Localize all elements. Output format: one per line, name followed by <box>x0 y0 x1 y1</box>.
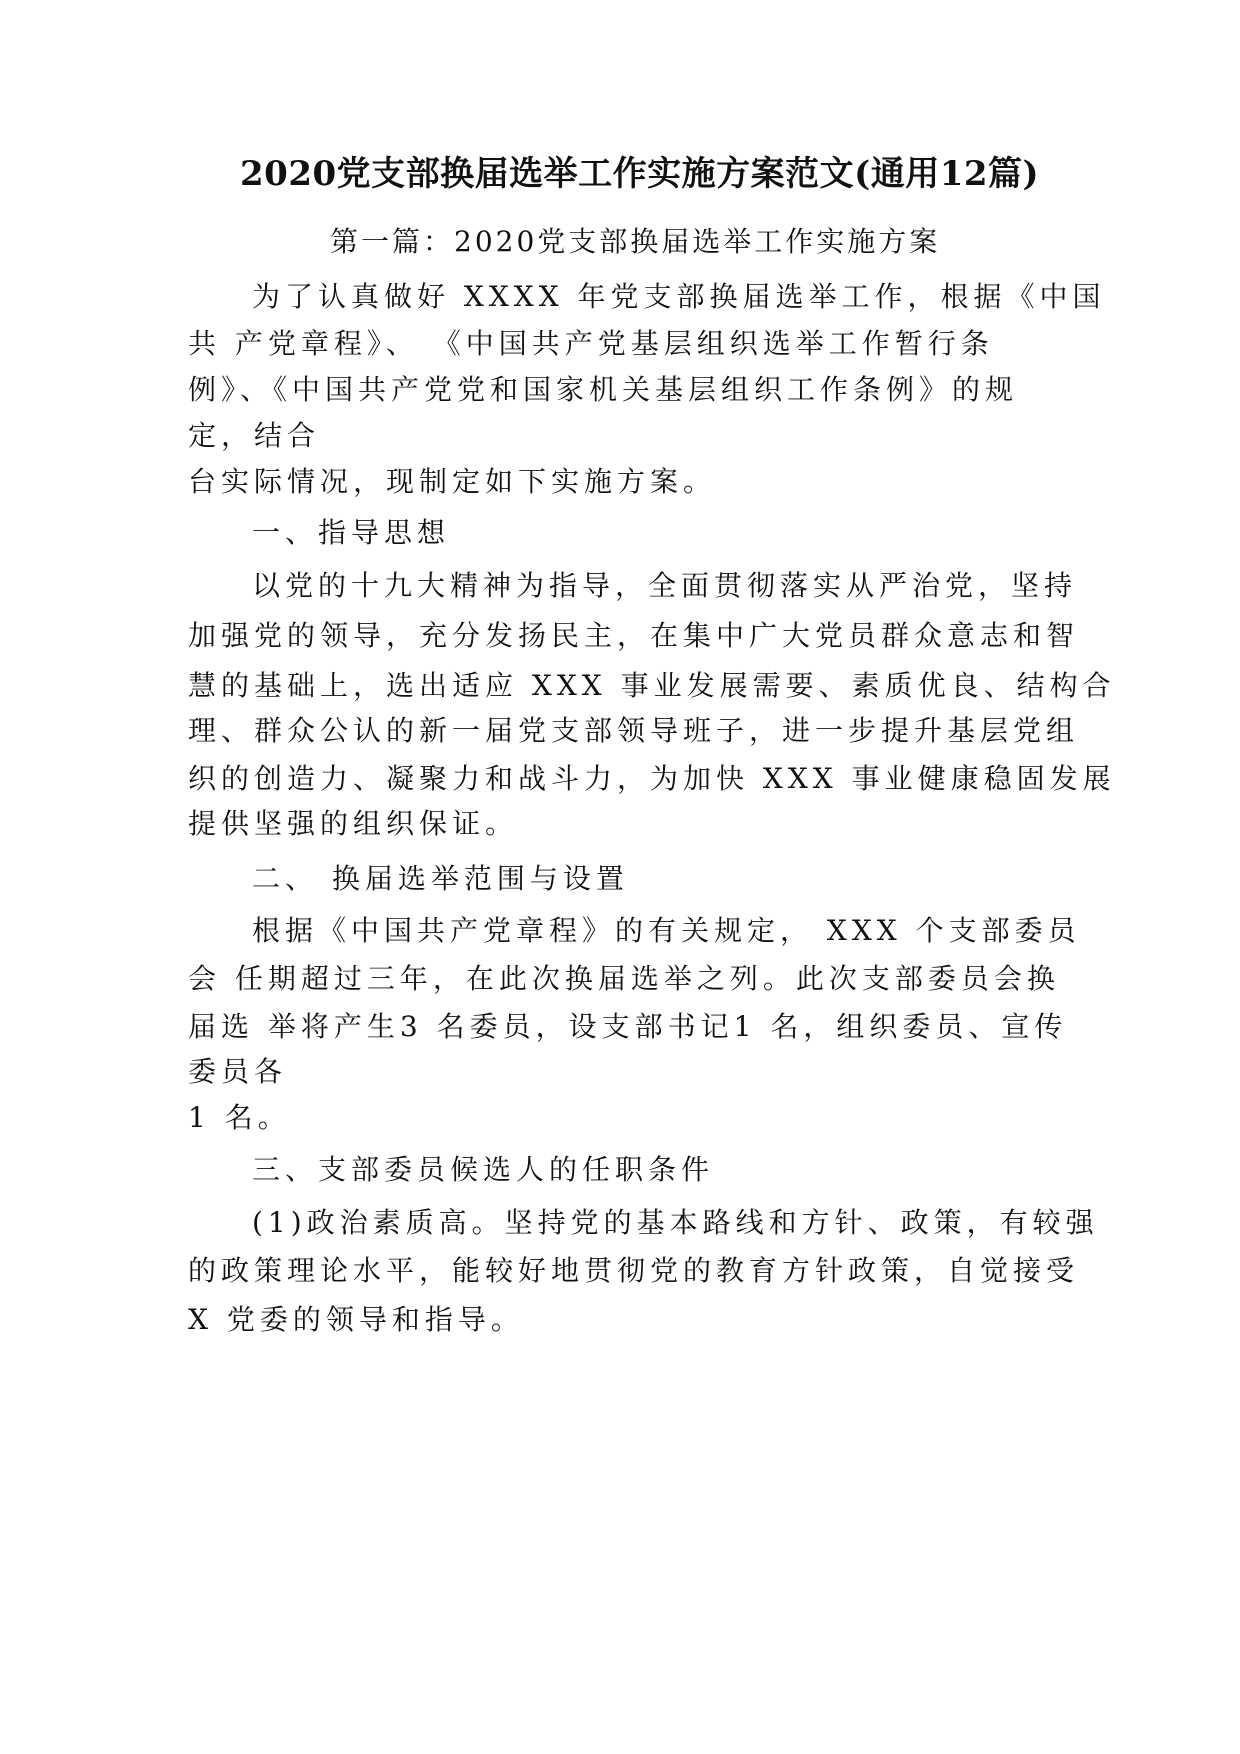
paragraph-line: 台实际情况，现制定如下实施方案。 <box>188 465 717 498</box>
paragraph-line: 根据《中国共产党章程》的有关规定， XXX 个支部委员 <box>252 914 1081 947</box>
paragraph-line: 会 任期超过三年，在此次换届选举之列。此次支部委员会换 <box>188 962 1060 995</box>
paragraph-line: 的政策理论水平，能较好地贯彻党的教育方针政策，自觉接受 <box>188 1254 1080 1287</box>
section-heading: 三、支部委员候选人的任职条件 <box>252 1153 715 1186</box>
paragraph-line: 1 名。 <box>188 1101 291 1134</box>
paragraph-line: 以党的十九大精神为指导，全面贯彻落实从严治党，坚持 <box>252 569 1078 602</box>
paragraph-line: 定，结合 <box>188 419 321 452</box>
paragraph-line: 理、群众公认的新一届党支部领导班子，进一步提升基层党组 <box>188 714 1080 747</box>
paragraph-line: 提供坚强的组织保证。 <box>188 807 519 840</box>
document-subtitle: 第一篇：2020党支部换届选举工作实施方案 <box>330 225 941 258</box>
section-heading: 一、指导思想 <box>252 516 451 549</box>
document-title: 2020党支部换届选举工作实施方案范文(通用12篇) <box>240 154 1040 194</box>
paragraph-line: 届选 举将产生3 名委员，设支部书记1 名，组织委员、宣传 <box>188 1010 1068 1043</box>
paragraph-line: 加强党的领导，充分发扬民主，在集中广大党员群众意志和智 <box>188 619 1080 652</box>
paragraph-line: 共 产党章程》、 《中国共产党基层组织选举工作暂行条 <box>188 327 994 360</box>
paragraph-line: 织的创造力、凝聚力和战斗力，为加快 XXX 事业健康稳固发展 <box>188 762 1116 795</box>
paragraph-line: 委员各 <box>188 1055 288 1088</box>
section-heading: 二、 换届选举范围与设置 <box>252 862 629 895</box>
paragraph-line: 例》、《中国共产党党和国家机关基层组织工作条例》的规 <box>188 373 1019 406</box>
paragraph-line: 慧的基础上，选出适应 XXX 事业发展需要、素质优良、结构合 <box>188 669 1116 702</box>
paragraph-line: X 党委的领导和指导。 <box>188 1303 524 1336</box>
paragraph-line: (1)政治素质高。坚持党的基本路线和方针、政策，有较强 <box>252 1206 1099 1239</box>
paragraph-line: 为了认真做好 XXXX 年党支部换届选举工作，根据《中国 <box>252 280 1106 313</box>
